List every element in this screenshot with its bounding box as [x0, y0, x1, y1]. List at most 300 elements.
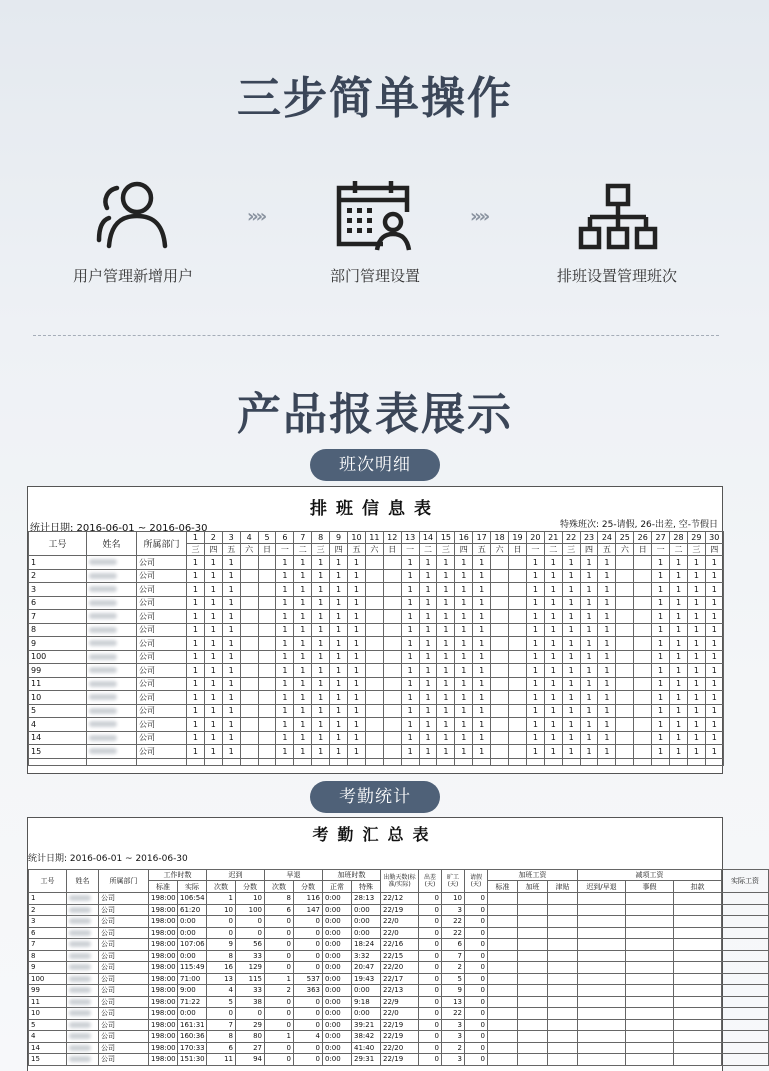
stat-cell: 0 [419, 1042, 442, 1054]
shift-cell [365, 596, 383, 610]
employee-dept: 公司 [137, 677, 187, 691]
empty-cell [137, 758, 187, 765]
employee-id: 10 [29, 691, 87, 705]
shift-cell: 1 [526, 556, 544, 570]
shift-cell: 1 [204, 637, 222, 651]
empty-cell [674, 939, 722, 951]
empty-cell [348, 758, 366, 765]
stat-cell: 29:31 [352, 1054, 381, 1066]
shift-cell: 1 [455, 691, 473, 705]
empty-cell [548, 1042, 578, 1054]
day-number: 6 [276, 532, 294, 544]
employee-dept: 公司 [137, 556, 187, 570]
employee-name [87, 596, 137, 610]
employee-id: 10 [29, 1008, 67, 1020]
employee-id: 99 [29, 985, 67, 997]
empty-cell [578, 996, 626, 1008]
stat-cell: 7 [442, 950, 465, 962]
shift-cell: 1 [526, 704, 544, 718]
stat-cell: 147 [294, 904, 323, 916]
shift-cell: 1 [419, 731, 437, 745]
col-header-attendance-days: 出勤天数(标准/实际) [381, 870, 419, 893]
shift-cell: 1 [348, 556, 366, 570]
shift-cell: 1 [455, 596, 473, 610]
shift-cell: 1 [312, 718, 330, 732]
shift-cell [491, 731, 509, 745]
redacted-name [89, 681, 117, 687]
stat-cell: 56 [236, 939, 265, 951]
shift-cell: 1 [187, 677, 205, 691]
shift-cell [509, 623, 527, 637]
shift-cell: 1 [204, 677, 222, 691]
shift-cell: 1 [652, 731, 670, 745]
shift-cell: 1 [526, 664, 544, 678]
shift-cell: 1 [598, 718, 616, 732]
shift-cell: 1 [437, 677, 455, 691]
shift-cell: 1 [348, 637, 366, 651]
empty-cell [598, 758, 616, 765]
schedule-sheet-title: 排班信息表 [310, 499, 440, 519]
stat-cell: 22/20 [381, 1042, 419, 1054]
shift-cell: 1 [276, 569, 294, 583]
shift-cell: 1 [330, 650, 348, 664]
employee-name [87, 677, 137, 691]
empty-cell [687, 758, 705, 765]
empty-cell [670, 758, 688, 765]
shift-cell: 1 [348, 745, 366, 759]
shift-cell: 1 [562, 664, 580, 678]
employee-name [87, 623, 137, 637]
shift-cell: 1 [276, 718, 294, 732]
shift-cell: 1 [401, 677, 419, 691]
shift-cell: 1 [544, 704, 562, 718]
empty-cell [222, 758, 240, 765]
stat-cell: 0 [294, 1042, 323, 1054]
redacted-name [89, 586, 117, 592]
shift-cell [240, 623, 258, 637]
col-header-overtime: 加班时数 [323, 870, 381, 881]
shift-cell [258, 731, 276, 745]
empty-cell [674, 1019, 722, 1031]
table-row [29, 583, 724, 597]
stat-cell: 0 [294, 1008, 323, 1020]
col-header-work-hours: 工作时数 [149, 870, 207, 881]
shift-cell [616, 677, 634, 691]
stat-cell: 0:00 [352, 1008, 381, 1020]
shift-cell: 1 [580, 691, 598, 705]
stat-cell: 0:00 [323, 1054, 352, 1066]
shift-cell: 1 [294, 556, 312, 570]
day-number: 8 [312, 532, 330, 544]
shift-cell: 1 [455, 637, 473, 651]
employee-id: 6 [29, 596, 87, 610]
shift-cell: 1 [312, 610, 330, 624]
col-header-leave: 请假(天) [465, 870, 488, 893]
shift-cell: 1 [401, 731, 419, 745]
shift-cell [491, 691, 509, 705]
shift-cell [240, 556, 258, 570]
empty-cell [652, 758, 670, 765]
stat-cell: 100 [236, 904, 265, 916]
shift-cell [616, 650, 634, 664]
shift-cell: 1 [562, 718, 580, 732]
redacted-name [69, 930, 91, 936]
stat-cell: 22/19 [381, 1019, 419, 1031]
stat-cell: 0:00 [178, 950, 207, 962]
shift-cell [491, 664, 509, 678]
shift-cell: 1 [652, 623, 670, 637]
shift-cell: 1 [187, 610, 205, 624]
empty-cell [580, 758, 598, 765]
stat-cell: 1 [207, 893, 236, 905]
shift-cell: 1 [294, 583, 312, 597]
stat-cell: 22/17 [381, 973, 419, 985]
shift-cell: 1 [348, 664, 366, 678]
empty-cell [626, 893, 674, 905]
shift-cell: 1 [670, 610, 688, 624]
employee-name [67, 950, 99, 962]
empty-cell [518, 973, 548, 985]
attendance-stat-date: 统计日期: 2016-06-01 ~ 2016-06-30 [28, 854, 188, 864]
employee-name [87, 569, 137, 583]
redacted-name [89, 600, 117, 606]
table-row [29, 985, 769, 997]
day-number: 7 [294, 532, 312, 544]
stat-cell: 0:00 [323, 962, 352, 974]
empty-cell [626, 996, 674, 1008]
stat-cell: 28:13 [352, 893, 381, 905]
stat-cell: 160:36 [178, 1031, 207, 1043]
col-header-overtime-pay: 加班工资 [488, 870, 578, 881]
stat-cell: 33 [236, 950, 265, 962]
shift-cell [634, 731, 652, 745]
shift-cell: 1 [705, 731, 723, 745]
shift-cell [365, 637, 383, 651]
col-header-deductions: 减项工资 [578, 870, 722, 881]
shift-cell: 1 [473, 704, 491, 718]
stat-cell: 0 [419, 1019, 442, 1031]
employee-id: 2 [29, 904, 67, 916]
weekday-label: 日 [634, 544, 652, 556]
stat-cell: 0 [465, 893, 488, 905]
weekday-label: 二 [544, 544, 562, 556]
empty-cell [488, 985, 518, 997]
weekday-label: 三 [437, 544, 455, 556]
empty-cell [518, 962, 548, 974]
shift-cell: 1 [401, 718, 419, 732]
shift-cell: 1 [598, 610, 616, 624]
shift-cell: 1 [652, 718, 670, 732]
shift-cell: 1 [652, 556, 670, 570]
weekday-label: 三 [187, 544, 205, 556]
attendance-sheet [27, 817, 759, 1071]
shift-cell: 1 [670, 718, 688, 732]
shift-cell: 1 [526, 650, 544, 664]
shift-cell: 1 [526, 569, 544, 583]
empty-cell [383, 758, 401, 765]
shift-cell [383, 637, 401, 651]
shift-cell: 1 [312, 691, 330, 705]
shift-cell: 1 [222, 664, 240, 678]
empty-cell [674, 973, 722, 985]
redacted-name [89, 559, 117, 565]
schedule-sheet [27, 486, 723, 774]
empty-cell [518, 1031, 548, 1043]
stat-cell: 6 [442, 939, 465, 951]
stat-cell: 0 [207, 916, 236, 928]
employee-name [67, 927, 99, 939]
stat-cell: 22/0 [381, 927, 419, 939]
empty-cell [548, 1031, 578, 1043]
shift-cell [509, 691, 527, 705]
stat-cell: 0 [294, 962, 323, 974]
col-header-name: 姓名 [67, 870, 99, 893]
col-header-id: 工号 [29, 870, 67, 893]
shift-cell: 1 [401, 596, 419, 610]
shift-cell: 1 [312, 650, 330, 664]
stat-cell: 71:00 [178, 973, 207, 985]
employee-id: 5 [29, 1019, 67, 1031]
day-number: 30 [705, 532, 723, 544]
shift-cell: 1 [562, 569, 580, 583]
employee-name [67, 1031, 99, 1043]
employee-id: 3 [29, 583, 87, 597]
table-row [29, 637, 724, 651]
shift-cell: 1 [204, 745, 222, 759]
stat-cell: 106:54 [178, 893, 207, 905]
shift-cell: 1 [294, 745, 312, 759]
shift-cell: 1 [687, 569, 705, 583]
empty-cell [722, 939, 769, 951]
shift-cell: 1 [204, 731, 222, 745]
shift-cell: 1 [312, 596, 330, 610]
empty-cell [548, 927, 578, 939]
shift-cell: 1 [330, 623, 348, 637]
shift-cell: 1 [455, 664, 473, 678]
stat-cell: 27 [236, 1042, 265, 1054]
shift-cell [365, 556, 383, 570]
empty-cell [204, 758, 222, 765]
day-number: 15 [437, 532, 455, 544]
shift-cell [365, 610, 383, 624]
stat-cell: 198:00 [149, 927, 178, 939]
shift-cell [258, 745, 276, 759]
empty-cell [488, 996, 518, 1008]
empty-cell [722, 985, 769, 997]
shift-cell: 1 [705, 745, 723, 759]
stat-cell: 198:00 [149, 1031, 178, 1043]
stat-cell: 0:00 [352, 916, 381, 928]
day-number: 28 [670, 532, 688, 544]
shift-cell [509, 556, 527, 570]
shift-cell: 1 [670, 650, 688, 664]
shift-cell: 1 [473, 650, 491, 664]
empty-cell [626, 950, 674, 962]
stat-cell: 198:00 [149, 1054, 178, 1066]
employee-dept: 公司 [137, 731, 187, 745]
stat-cell: 0:00 [323, 985, 352, 997]
shift-cell [383, 731, 401, 745]
day-number: 25 [616, 532, 634, 544]
stat-cell: 0:00 [323, 996, 352, 1008]
employee-dept: 公司 [99, 893, 149, 905]
stat-cell: 0 [265, 962, 294, 974]
shift-cell [240, 691, 258, 705]
stat-cell: 0:00 [323, 916, 352, 928]
employee-dept: 公司 [137, 691, 187, 705]
stat-cell: 0 [465, 950, 488, 962]
stat-cell: 19:43 [352, 973, 381, 985]
employee-dept: 公司 [99, 1019, 149, 1031]
shift-cell: 1 [705, 664, 723, 678]
shift-cell [634, 583, 652, 597]
shift-cell [616, 583, 634, 597]
shift-cell: 1 [562, 745, 580, 759]
shift-cell: 1 [437, 718, 455, 732]
stat-cell: 1 [265, 1031, 294, 1043]
schedule-detail-label: 班次明细 [310, 449, 440, 481]
employee-dept: 公司 [137, 745, 187, 759]
shift-cell: 1 [187, 623, 205, 637]
stat-cell: 22 [442, 1008, 465, 1020]
shift-cell: 1 [455, 718, 473, 732]
shift-cell [258, 718, 276, 732]
shift-cell: 1 [670, 664, 688, 678]
shift-cell: 1 [222, 623, 240, 637]
shift-cell: 1 [348, 718, 366, 732]
shift-cell: 1 [652, 677, 670, 691]
steps-heading: 三步简单操作 [237, 73, 513, 124]
empty-cell [488, 939, 518, 951]
table-row [29, 904, 769, 916]
table-row [29, 1019, 769, 1031]
stat-cell: 2 [265, 985, 294, 997]
empty-cell [455, 758, 473, 765]
stat-cell: 198:00 [149, 1042, 178, 1054]
shift-cell: 1 [187, 745, 205, 759]
empty-cell [722, 904, 769, 916]
shift-cell: 1 [312, 677, 330, 691]
empty-cell [437, 758, 455, 765]
stat-cell: 198:00 [149, 904, 178, 916]
empty-cell [722, 1042, 769, 1054]
employee-dept: 公司 [137, 650, 187, 664]
shift-cell [240, 637, 258, 651]
stat-cell: 11 [207, 1054, 236, 1066]
employee-dept: 公司 [99, 973, 149, 985]
empty-cell [518, 996, 548, 1008]
shift-cell: 1 [187, 664, 205, 678]
shift-cell [365, 583, 383, 597]
shift-cell [365, 704, 383, 718]
calendar-user-icon [333, 178, 415, 252]
stat-cell: 161:31 [178, 1019, 207, 1031]
employee-name [67, 996, 99, 1008]
day-number: 26 [634, 532, 652, 544]
shift-cell [491, 718, 509, 732]
shift-cell: 1 [312, 583, 330, 597]
shift-cell: 1 [348, 623, 366, 637]
empty-cell [294, 758, 312, 765]
shift-cell [509, 650, 527, 664]
shift-cell: 1 [222, 596, 240, 610]
shift-cell [491, 623, 509, 637]
stat-cell: 198:00 [149, 893, 178, 905]
empty-cell [578, 939, 626, 951]
employee-dept: 公司 [99, 939, 149, 951]
empty-cell [634, 758, 652, 765]
shift-cell [616, 745, 634, 759]
empty-cell [276, 758, 294, 765]
employee-name [67, 939, 99, 951]
shift-cell: 1 [705, 704, 723, 718]
shift-cell: 1 [580, 583, 598, 597]
shift-cell: 1 [598, 623, 616, 637]
shift-cell: 1 [437, 583, 455, 597]
shift-cell: 1 [652, 745, 670, 759]
shift-cell: 1 [562, 556, 580, 570]
shift-cell [240, 718, 258, 732]
shift-cell: 1 [187, 596, 205, 610]
shift-cell [634, 691, 652, 705]
shift-cell: 1 [670, 596, 688, 610]
stat-cell: 0:00 [323, 1019, 352, 1031]
shift-cell: 1 [598, 569, 616, 583]
shift-cell: 1 [455, 745, 473, 759]
shift-cell: 1 [580, 745, 598, 759]
employee-id: 11 [29, 996, 67, 1008]
shift-cell [616, 637, 634, 651]
shift-cell [491, 596, 509, 610]
employee-id: 1 [29, 556, 87, 570]
col-header-name: 姓名 [87, 532, 137, 556]
shift-cell: 1 [276, 691, 294, 705]
weekday-label: 三 [312, 544, 330, 556]
table-row [29, 745, 724, 759]
shift-cell: 1 [705, 569, 723, 583]
shift-cell: 1 [401, 610, 419, 624]
table-row [29, 973, 769, 985]
empty-cell [488, 950, 518, 962]
stat-cell: 0 [265, 1019, 294, 1031]
stat-cell: 71:22 [178, 996, 207, 1008]
shift-cell: 1 [312, 664, 330, 678]
empty-cell [578, 1042, 626, 1054]
shift-cell: 1 [348, 583, 366, 597]
redacted-name [89, 613, 117, 619]
empty-cell [578, 1031, 626, 1043]
shift-cell [491, 677, 509, 691]
redacted-name [69, 1033, 91, 1039]
table-row [29, 596, 724, 610]
shift-cell [509, 596, 527, 610]
stat-cell: 0:00 [178, 1008, 207, 1020]
col-header-early-leave: 早退 [265, 870, 323, 881]
shift-cell [634, 596, 652, 610]
shift-cell: 1 [294, 691, 312, 705]
empty-cell [240, 758, 258, 765]
shift-cell [258, 637, 276, 651]
stat-cell: 3 [442, 1019, 465, 1031]
org-chart-icon [578, 183, 658, 253]
stat-cell: 0 [465, 1054, 488, 1066]
shift-cell: 1 [348, 691, 366, 705]
redacted-name [69, 1010, 91, 1016]
shift-cell: 1 [705, 691, 723, 705]
shift-cell: 1 [544, 596, 562, 610]
shift-cell [616, 664, 634, 678]
shift-cell: 1 [580, 610, 598, 624]
